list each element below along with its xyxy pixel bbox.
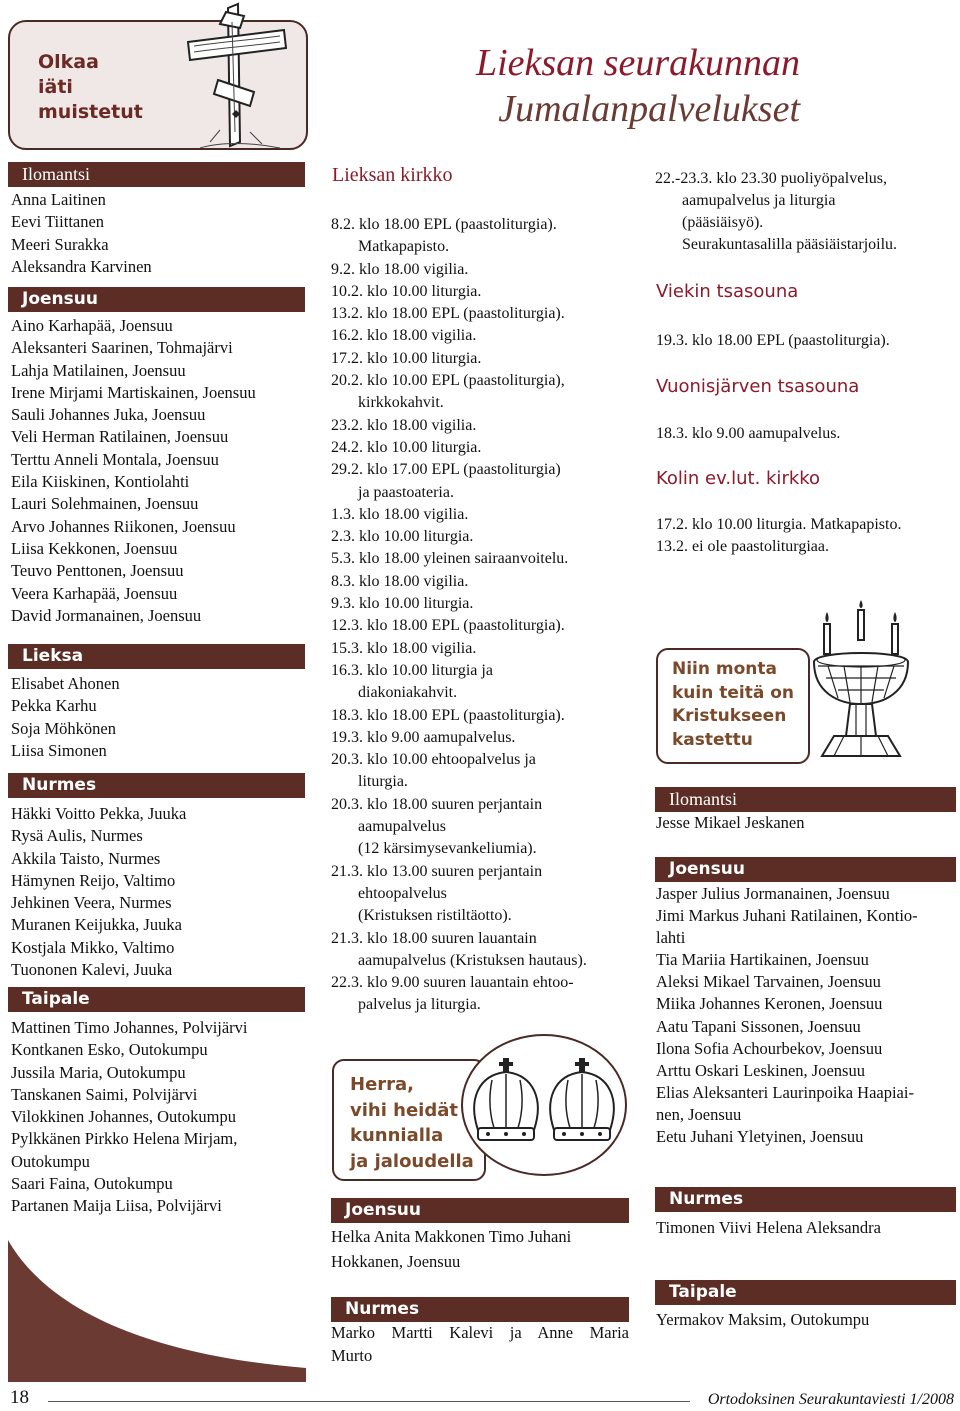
list-item: Helka Anita Makkonen Timo Juhani (331, 1227, 572, 1246)
list-item: Akkila Taisto, Nurmes (11, 848, 161, 868)
callout-line: Niin monta (672, 659, 777, 679)
baptized-list-joensuu (656, 883, 918, 1148)
schedule-line: 18.3. klo 9.00 aamupalvelus. (656, 425, 841, 442)
list-item: Jesse Mikael Jeskanen (656, 813, 805, 832)
callout-line: Kristukseen (672, 706, 787, 726)
vuonisjarvi-schedule (656, 423, 840, 445)
list-item: Soja Möhkönen (11, 718, 116, 738)
schedule-line: 22.-23.3. klo 23.30 puoliyöpalvelus, (655, 170, 887, 187)
publication-title: Ortodoksinen Seurakuntaviesti 1/2008 (707, 1391, 954, 1408)
schedule-line: 20.2. klo 10.00 EPL (paastoliturgia), (331, 372, 565, 390)
name-list-nurmes (11, 803, 186, 981)
schedule-line: 23.2. klo 18.00 vigilia. (331, 416, 477, 434)
list-item: Hokkanen, Joensuu (331, 1252, 461, 1271)
list-item: Jussila Maria, Outokumpu (11, 1062, 186, 1082)
schedule-line: 18.3. klo 18.00 EPL (paastoliturgia). (331, 706, 565, 724)
list-item: Pekka Karhu (11, 696, 97, 716)
page-number: 18 (10, 1387, 29, 1408)
schedule-line: 9.3. klo 10.00 liturgia. (331, 595, 474, 613)
baptized-header-ilomantsi: Ilomantsi (655, 787, 956, 812)
name-list-lieksa (11, 673, 120, 762)
page-title (330, 40, 800, 132)
callout-line: Herra, (350, 1074, 415, 1095)
schedule-line: 20.3. klo 18.00 suuren perjantain (331, 795, 543, 813)
list-item: Jimi Markus Juhani Ratilainen, Kontio- (656, 906, 918, 926)
list-item: Aleksanteri Saarinen, Tohmajärvi (11, 338, 233, 358)
list-item: Irene Mirjami Martiskainen, Joensuu (11, 382, 256, 402)
corner-decoration (8, 1240, 306, 1382)
list-item: Häkki Voitto Pekka, Juuka (11, 804, 187, 823)
schedule-line: liturgia. (358, 773, 408, 791)
schedule-line: 10.2. klo 10.00 liturgia. (331, 282, 482, 300)
baptismal-font-icon (804, 600, 919, 765)
koli-heading: Kolin ev.lut. kirkko (656, 468, 821, 489)
list-item: lahti (656, 928, 686, 948)
list-item: Liisa Kekkonen, Joensuu (11, 538, 178, 558)
schedule-line: diakoniakahvit. (358, 684, 458, 702)
list-item: Tia Mariia Hartikainen, Joensuu (656, 950, 869, 970)
section-header-lieksa: Lieksa (8, 644, 305, 669)
schedule-line: 21.3. klo 13.00 suuren perjantain (331, 862, 543, 880)
list-item: Teuvo Penttonen, Joensuu (11, 561, 184, 581)
baptized-header-taipale: Taipale (655, 1280, 956, 1305)
schedule-line: Matkapapisto. (358, 238, 450, 256)
callout-line: vihi heidät (350, 1099, 458, 1121)
callout-line: ja jaloudella (350, 1150, 474, 1172)
list-item: Veera Karhapää, Joensuu (11, 583, 178, 603)
schedule-line: 19.3. klo 18.00 EPL (paastoliturgia). (656, 332, 890, 349)
section-header-ilomantsi: Ilomantsi (8, 162, 305, 187)
list-item: Eevi Tiittanen (11, 212, 105, 232)
baptized-list-ilomantsi (656, 812, 804, 834)
schedule-line: aamupalvelus (Kristuksen hautaus). (358, 951, 587, 969)
schedule-line: 8.3. klo 18.00 vigilia. (331, 572, 469, 590)
schedule-line: 13.2. ei ole paastoliturgiaa. (656, 538, 829, 556)
list-item: Saari Faina, Outokumpu (11, 1174, 173, 1194)
baptized-list-nurmes (656, 1217, 881, 1239)
list-item: Arttu Oskari Leskinen, Joensuu (656, 1060, 865, 1080)
list-item: Lahja Matilainen, Joensuu (11, 360, 186, 380)
schedule-line: 15.3. klo 18.00 vigilia. (331, 639, 477, 657)
list-item: Kostjala Mikko, Valtimo (11, 937, 175, 957)
vuonisjarvi-heading: Vuonisjärven tsasouna (656, 376, 860, 397)
list-item: Liisa Simonen (11, 740, 107, 760)
married-header-nurmes: Nurmes (331, 1297, 629, 1322)
memorial-title-line: Olkaa (38, 51, 99, 73)
list-item: Meeri Surakka (11, 234, 109, 254)
schedule-line: 17.2. klo 10.00 liturgia. (331, 349, 482, 367)
schedule-line: 9.2. klo 18.00 vigilia. (331, 260, 469, 278)
schedule-line: 21.3. klo 18.00 suuren lauantain (331, 929, 537, 947)
list-item: Hämynen Reijo, Valtimo (11, 870, 176, 890)
baptized-list-taipale (656, 1309, 869, 1331)
list-item: Tuononen Kalevi, Juuka (11, 960, 173, 980)
list-item: Aleksandra Karvinen (11, 256, 152, 276)
list-item: Yermakov Maksim, Outokumpu (656, 1310, 870, 1329)
baptized-header-joensuu: Joensuu (655, 857, 956, 882)
koli-schedule (656, 514, 901, 559)
list-item: Aleksi Mikael Tarvainen, Joensuu (656, 972, 881, 992)
married-list-nurmes (331, 1322, 629, 1367)
wedding-callout-text (350, 1072, 474, 1174)
list-item: Outokumpu (11, 1151, 90, 1171)
viekki-schedule (656, 330, 890, 352)
schedule-line: kirkkokahvit. (358, 394, 444, 412)
schedule-line: aamupalvelus (358, 818, 446, 836)
list-item: Lauri Solehmainen, Joensuu (11, 494, 199, 514)
orthodox-cross-icon (180, 2, 290, 152)
callout-line: kunnialla (350, 1125, 444, 1146)
list-item: Mattinen Timo Johannes, Polvijärvi (11, 1018, 248, 1037)
baptism-callout-text (672, 658, 794, 752)
page-title-line2: Jumalanpalvelukset (498, 88, 800, 130)
easter-schedule (655, 168, 955, 256)
schedule-line: ehtoopalvelus (358, 884, 447, 902)
schedule-line: (Kristuksen ristiltäotto). (358, 907, 512, 925)
viekki-heading: Viekin tsasouna (656, 281, 799, 302)
list-item: Kontkanen Esko, Outokumpu (11, 1040, 208, 1060)
schedule-line: 20.3. klo 10.00 ehtoopalvelus ja (331, 751, 536, 769)
footer-rule (48, 1401, 690, 1402)
list-item: Jasper Julius Jormanainen, Joensuu (656, 884, 890, 903)
schedule-line: palvelus ja liturgia. (358, 996, 481, 1014)
schedule-line: aamupalvelus ja liturgia (682, 192, 836, 209)
section-header-joensuu: Joensuu (8, 287, 305, 312)
schedule-line: 2.3. klo 10.00 liturgia. (331, 528, 474, 546)
schedule-line: 16.2. klo 18.00 vigilia. (331, 327, 477, 345)
list-item: Marko Martti Kalevi ja Anne Maria (331, 1323, 629, 1342)
list-item: Vilokkinen Johannes, Outokumpu (11, 1107, 236, 1127)
name-list-ilomantsi (11, 189, 152, 278)
list-item: Eila Kiiskinen, Kontiolahti (11, 472, 190, 492)
list-item: Rysä Aulis, Nurmes (11, 826, 143, 846)
list-item: Elias Aleksanteri Laurinpoika Haapiai- (656, 1082, 914, 1102)
memorial-title-line: muistetut (38, 101, 143, 123)
list-item: Eetu Juhani Yletyinen, Joensuu (656, 1127, 864, 1147)
schedule-line: 22.3. klo 9.00 suuren lauantain ehtoo- (331, 974, 574, 992)
list-item: Terttu Anneli Montala, Joensuu (11, 449, 219, 469)
name-list-taipale (11, 1017, 248, 1218)
list-item: Ilona Sofia Achourbekov, Joensuu (656, 1038, 883, 1058)
schedule-line: 17.2. klo 10.00 liturgia. Matkapapisto. (656, 516, 902, 533)
schedule-line: (12 kärsimysevankeliumia). (358, 840, 537, 858)
married-header-joensuu: Joensuu (331, 1198, 629, 1223)
list-item: Arvo Johannes Riikonen, Joensuu (11, 516, 236, 536)
list-item: Partanen Maija Liisa, Polvijärvi (11, 1196, 222, 1216)
baptized-header-nurmes: Nurmes (655, 1187, 956, 1212)
section-header-nurmes: Nurmes (8, 773, 305, 798)
memorial-title-line: iäti (38, 76, 73, 98)
schedule-line: 24.2. klo 10.00 liturgia. (331, 438, 482, 456)
list-item: Anna Laitinen (11, 190, 106, 209)
list-item: Veli Herman Ratilainen, Joensuu (11, 427, 229, 447)
list-item: Miika Johannes Keronen, Joensuu (656, 994, 883, 1014)
schedule-line: 16.3. klo 10.00 liturgia ja (331, 661, 493, 679)
list-item: Murto (331, 1345, 373, 1365)
schedule-line: Seurakuntasalilla pääsiäistarjoilu. (682, 236, 898, 253)
schedule-line: ja paastoateria. (358, 483, 454, 501)
married-list-joensuu (331, 1224, 571, 1274)
lieksa-church-schedule (331, 214, 631, 1017)
schedule-line: 13.2. klo 18.00 EPL (paastoliturgia). (331, 305, 565, 323)
schedule-line: (pääsiäisyö). (682, 214, 764, 231)
schedule-line: 29.2. klo 17.00 EPL (paastoliturgia) (331, 461, 561, 479)
page-title-line1: Lieksan seurakunnan (475, 42, 800, 84)
name-list-joensuu (11, 315, 256, 627)
list-item: David Jormanainen, Joensuu (11, 605, 202, 625)
callout-line: kastettu (672, 729, 753, 750)
memorial-title (38, 50, 188, 125)
section-header-taipale: Taipale (8, 987, 305, 1012)
callout-line: kuin teitä on (672, 682, 795, 703)
list-item: Tanskanen Saimi, Polvijärvi (11, 1084, 198, 1104)
list-item: Elisabet Ahonen (11, 674, 120, 693)
schedule-line: 8.2. klo 18.00 EPL (paastoliturgia). (331, 216, 557, 233)
schedule-line: 12.3. klo 18.00 EPL (paastoliturgia). (331, 617, 565, 635)
list-item: Sauli Johannes Juka, Joensuu (11, 405, 206, 425)
schedule-line: 5.3. klo 18.00 yleinen sairaanvoitelu. (331, 550, 569, 568)
list-item: Jehkinen Veera, Nurmes (11, 893, 172, 913)
list-item: nen, Joensuu (656, 1104, 742, 1124)
list-item: Muranen Keijukka, Juuka (11, 915, 182, 935)
list-item: Aino Karhapää, Joensuu (11, 316, 173, 335)
list-item: Aatu Tapani Sissonen, Joensuu (656, 1016, 861, 1036)
schedule-line: 1.3. klo 18.00 vigilia. (331, 505, 469, 523)
wedding-crowns-icon (458, 1030, 630, 1180)
list-item: Pylkkänen Pirkko Helena Mirjam, (11, 1129, 238, 1149)
schedule-line: 19.3. klo 9.00 aamupalvelus. (331, 728, 516, 746)
lieksa-church-heading: Lieksan kirkko (332, 164, 453, 186)
list-item: Timonen Viivi Helena Aleksandra (656, 1218, 881, 1237)
